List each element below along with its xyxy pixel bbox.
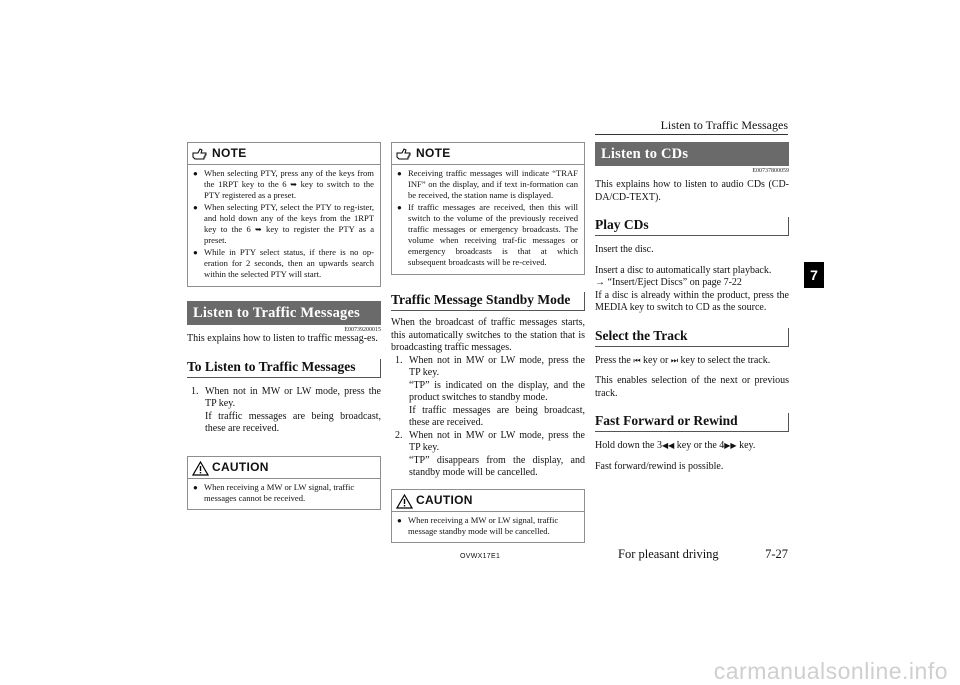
section-code: E00737800059 [752,168,789,174]
header-rule [595,134,788,135]
note-label: NOTE [212,146,247,160]
next-track-icon: ⏭ [670,355,679,365]
note-box [391,142,585,275]
body-text: Press the ⏮ key or ⏭ key to select the track. [595,354,771,366]
column-2 [391,142,585,557]
note-item: ● If traffic messages are received, then this will switch to the volume of the previously received traffic messages or emergency broadcasts. The volume when receiving traf-fic messages or emergency broadcasts is that at which subsequent broadcasts will be re-ceived. [397,202,578,267]
chapter-tab: 7 [804,262,824,288]
fast-forward-icon: ▶▶ [724,441,737,450]
subsection-title: Play CDs [595,214,789,236]
document-code: OVWX17E1 [460,553,501,560]
note-box [187,142,381,287]
note-hand-icon [396,147,412,160]
note-item: ● When selecting PTY, press any of the keys from the 1RPT key to the 6 ➥ key to switch to the PTY registered as a preset. [193,168,374,200]
page-number: 7-27 [765,547,788,561]
previous-track-icon: ⏮ [633,355,641,365]
section-title: Listen to Traffic Messages [187,301,381,325]
rewind-icon: ◀◀ [661,441,675,450]
caution-box [391,489,585,543]
caution-box [187,456,381,510]
caution-label: CAUTION [212,459,269,474]
return-arrow-icon: ➥ [290,180,297,189]
return-arrow-icon: ➥ [255,225,262,234]
section-code: E00739200015 [344,327,381,333]
subsection-title: Traffic Message Standby Mode [391,289,585,311]
note-item: ● Receiving traffic messages will indicate “TRAF INF” on the display, and if text in-formation can be received, the station name is displayed. [397,168,578,200]
note-header [392,144,584,165]
section-intro: This explains how to listen to audio CDs (CD-DA/CD-TEXT). [595,179,789,203]
body-text: If a disc is already within the product, press the MEDIA key to switch to CD as the source. [595,289,789,313]
step-item: 2. When not in MW or LW mode, press the TP key. “TP” disappears from the display, and standby mode will be cancelled. [395,429,585,478]
subsection-title: Select the Track [595,325,789,347]
note-hand-icon [192,147,208,160]
body-text: This enables selection of the next or previous track. [595,375,789,399]
step-item: 1. When not in MW or LW mode, press the TP key. If traffic messages are being broadcast, these are received. [191,385,381,434]
section-intro: This explains how to listen to traffic messag-es. [187,333,378,344]
column-1 [187,142,381,524]
body-text: Insert a disc to automatically start playback. [595,264,772,276]
note-label: NOTE [416,146,451,160]
watermark: carmanualsonline.info [713,658,948,684]
warning-triangle-icon [396,494,413,509]
note-item: ● When selecting PTY, select the PTY to reg-ister, and hold down any of the keys from the 1RPT key to the 6 ➥ key to register the PTY as a preset. [193,202,375,245]
body-text: Insert the disc. [595,244,654,255]
section-title: Listen to CDs [595,142,789,166]
chapter-name: For pleasant driving [618,547,719,561]
note-item: ● While in PTY select status, if there is no op-eration for 2 seconds, then an upwards search within the selected PTY will start. [193,247,374,279]
caution-label: CAUTION [416,492,473,507]
page-reference: → “Insert/Eject Discs” on page 7-22 [595,277,742,288]
step-item: 1. When not in MW or LW mode, press the TP key. “TP” is indicated on the display, and the product switches to standby mode. If traffic messages are being broadcast, these are received. [395,354,585,428]
subsection-intro: When the broadcast of traffic messages starts, this automatically switches to the station that is broadcasting traffic messages. [391,317,585,353]
caution-item: ● When receiving a MW or LW signal, traffic message standby mode will be cancelled. [397,514,559,536]
body-text: Fast forward/rewind is possible. [595,460,724,472]
note-header [188,144,380,165]
subsection-title: To Listen to Traffic Messages [187,356,381,378]
warning-triangle-icon [192,461,209,476]
caution-header [392,491,584,512]
caution-item: ● When receiving a MW or LW signal, traffic messages cannot be received. [193,481,355,503]
running-head: Listen to Traffic Messages [660,118,788,132]
column-3 [595,142,789,473]
caution-header [188,458,380,479]
subsection-title: Fast Forward or Rewind [595,410,789,432]
body-text: Hold down the 3◀◀ key or the 4▶▶ key. [595,440,756,451]
